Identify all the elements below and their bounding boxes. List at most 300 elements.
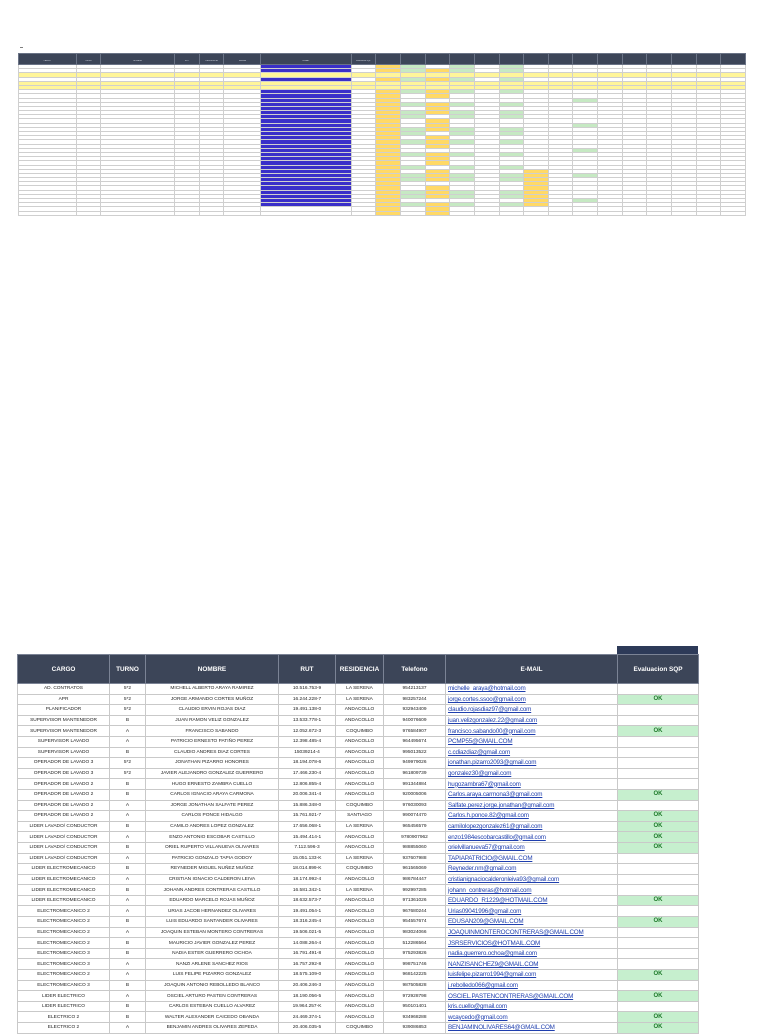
cell-cargo[interactable]: LIDER ELECTROMECANICO [18,895,110,906]
cell-nombre[interactable]: ENZO ANTONIO ESCOBAR CASTILLO [146,832,279,843]
cell-rut[interactable]: 18.174.992-4 [279,874,336,885]
cell-telefono[interactable]: 998751746 [384,959,446,970]
cell-eval[interactable]: OK [618,821,699,832]
cell-email[interactable]: Carlos.araya.carmona3@gmail.com [446,789,618,800]
table-row [18,842,699,853]
cell-residencia[interactable]: LA SERENA [336,821,384,832]
cell-rut[interactable]: 18.190.056-5 [279,991,336,1002]
cell-rut[interactable]: 15039214-4 [279,747,336,758]
cell-telefono[interactable]: 937607988 [384,853,446,864]
cell-nombre[interactable]: PATRICIO ERNESTO PATIÑO PEREZ [146,736,279,747]
table-row [18,1023,699,1034]
cell-nombre[interactable]: JORGE JONATHAN SALFATE PEREZ [146,800,279,811]
cell-eval[interactable] [618,980,699,991]
cell-telefono[interactable]: 920005006 [384,789,446,800]
cell-turno[interactable]: A [110,874,146,885]
cell-rut[interactable]: 18.194.078-6 [279,758,336,769]
cell-residencia[interactable]: ANDACOLLO [336,895,384,906]
cell-cargo[interactable]: OPERADOR DE LAVADO 2 [18,800,110,811]
table-row [18,821,699,832]
col-header-rut[interactable]: RUT [279,655,336,684]
cell-cargo[interactable]: OPERADOR DE LAVADO 3 [18,768,110,779]
cell-turno[interactable]: B [110,747,146,758]
cell-rut[interactable]: 20.006.341-4 [279,789,336,800]
cell-turno[interactable]: A [110,1023,146,1034]
cell-cargo[interactable]: SUPERVISOR MANTENEDOR [18,726,110,737]
cell-email[interactable]: NANZISANCHEZ9@GMAIL.COM [446,959,618,970]
cell-nombre[interactable]: MAURICIO JAVIER GONZALEZ PEREZ [146,938,279,949]
cell-eval[interactable]: OK [618,726,699,737]
table-row [18,970,699,981]
cell-eval[interactable] [618,874,699,885]
cell-eval[interactable]: OK [618,970,699,981]
col-header-telefono[interactable]: Telefono [384,655,446,684]
cell-residencia[interactable]: SANTIAGO [336,811,384,822]
table-header-row [18,655,699,684]
cell-email[interactable]: luisfelipe.pizarro1994@gmail.com [446,970,618,981]
cell-nombre[interactable]: WALTER ALEXANDER CAICEDO OBANDA [146,1012,279,1023]
cell-turno[interactable]: B [110,980,146,991]
cell-residencia[interactable]: ANDACOLLO [336,789,384,800]
cell-rut[interactable]: 18.316.245-4 [279,917,336,928]
cell-eval[interactable] [618,885,699,896]
cell-nombre[interactable]: PATRICIO GONZALO TAPIA GODOY [146,853,279,864]
table-row [18,906,699,917]
cell-nombre[interactable]: CARLOS ESTEBAN CUELLO ALVAREZ [146,1001,279,1012]
cell-telefono[interactable]: 976584907 [384,726,446,737]
sheet-overview [18,53,746,263]
cell-email[interactable]: OSCIEL.PASTENCONTRERAS@GMAIL.COM [446,991,618,1002]
cell-cargo[interactable]: PLANIFICADOR [18,705,110,716]
cell-telefono[interactable]: 965456579 [384,821,446,832]
cell-email[interactable]: TAPIAPATRICIO@GMAIL.COM [446,853,618,864]
cell-email[interactable]: johann_contreras@hotmail.com [446,885,618,896]
cell-cargo[interactable]: OPERADOR DE LAVADO 2 [18,811,110,822]
cell-telefono[interactable]: 990074470 [384,811,446,822]
cell-turno[interactable]: B [110,821,146,832]
cell-telefono[interactable]: 934968288 [384,1012,446,1023]
cell-eval[interactable]: OK [618,895,699,906]
col-header-eval[interactable]: Evaluacion SQP [618,655,699,684]
cell-nombre[interactable]: FRANCISCO SABANDO [146,726,279,737]
table-row [18,991,699,1002]
table-row [18,811,699,822]
cell-turno[interactable]: A [110,853,146,864]
cell-residencia[interactable]: ANDACOLLO [336,970,384,981]
cell-turno[interactable]: A [110,736,146,747]
cell-email[interactable]: michelle_araya@hotmail.com [446,684,618,695]
cell-turno[interactable]: B [110,789,146,800]
cell-nombre[interactable]: URIAS JACOB HERNANDEZ OLIVARES [146,906,279,917]
cell-cargo[interactable]: LIDER LAVADO/ CONDUCTOR [18,832,110,843]
cell-turno[interactable]: 5*2 [110,758,146,769]
cell-cargo[interactable]: LIDER LAVADO/ CONDUCTOR [18,853,110,864]
cell-cargo[interactable]: SUPERVISOR LAVADO [18,736,110,747]
cell-rut[interactable]: 7.112.596-3 [279,842,336,853]
col-header-residencia[interactable]: RESIDENCIA [336,655,384,684]
cell-turno[interactable]: B [110,779,146,790]
table-row [18,832,699,843]
cell-email[interactable]: cristianignaciocalderonleiva93@gmail.com [446,874,618,885]
cell-eval[interactable]: OK [618,1012,699,1023]
cell-email[interactable]: enzo1984escobarcastillo@gmail.com [446,832,618,843]
sheet-corner-mark [20,47,23,48]
cell-cargo[interactable]: LIDER ELECTROMECANICO [18,874,110,885]
cell-email[interactable]: Urias09041996@gmail.com [446,906,618,917]
cell-turno[interactable]: A [110,927,146,938]
cell-residencia[interactable]: ANDACOLLO [336,832,384,843]
cell-rut[interactable]: 16.244.228-7 [279,694,336,705]
cell-residencia[interactable]: ANDACOLLO [336,758,384,769]
cell-email[interactable]: Carlos.h.ponce.82@gmail.com [446,811,618,822]
cell-rut[interactable]: 19.506.021-5 [279,927,336,938]
cell-turno[interactable]: 5*2 [110,768,146,779]
cell-cargo[interactable]: LIDER ELECTRICO [18,1001,110,1012]
cell-residencia[interactable]: ANDACOLLO [336,906,384,917]
col-header-cargo[interactable]: CARGO [18,655,110,684]
table-row [18,705,699,716]
cell-telefono[interactable]: 975293826 [384,948,446,959]
cell-nombre[interactable]: BENJAMIN ANDRES OLIVARES ZEPEDA [146,1023,279,1034]
cell-rut[interactable]: 16.791.491-8 [279,948,336,959]
cell-telefono[interactable]: 968142225 [384,970,446,981]
cell-email[interactable]: juan.velizgonzalez.22@gmail.com [446,715,618,726]
overview-header-cell [671,54,696,65]
cell-residencia[interactable]: COQUIMBO [336,864,384,875]
cell-residencia[interactable]: ANDACOLLO [336,747,384,758]
cell-email[interactable]: jorge.cortes.ssoo@gmail.com [446,694,618,705]
cell-email[interactable]: gonzalez30@gmail.com [446,768,618,779]
cell-residencia[interactable]: ANDACOLLO [336,842,384,853]
cell-cargo[interactable]: APR [18,694,110,705]
cell-eval[interactable]: OK [618,789,699,800]
cell-cargo[interactable]: LIDER ELECTROMECANICO [18,885,110,896]
cell-nombre[interactable]: EDUARDO MARCELO ROJAS MUÑOZ [146,895,279,906]
cell-turno[interactable]: B [110,917,146,928]
cell-eval[interactable] [618,779,699,790]
cell-eval[interactable] [618,736,699,747]
overview-header-cell [474,54,499,65]
cell-nombre[interactable]: CLAUDIO ERVIN ROJAS DIAZ [146,705,279,716]
cell-turno[interactable]: B [110,1012,146,1023]
cell-eval[interactable] [618,715,699,726]
table-row [18,1001,699,1012]
cell-email[interactable]: jonathan.pizarro2093@gmail.com [446,758,618,769]
cell-nombre[interactable]: MICHELL ALBERTO ARAYA RAMIREZ [146,684,279,695]
cell-turno[interactable]: B [110,1001,146,1012]
cell-cargo[interactable]: ELECTROMECANICO 2 [18,917,110,928]
cell-cargo[interactable]: ELECTROMECANICO 2 [18,927,110,938]
cell-telefono[interactable]: 978090796​2 [384,832,446,843]
cell-residencia[interactable]: ANDACOLLO [336,736,384,747]
cell-email[interactable]: claudio.rojasdiaz97@gmail.com [446,705,618,716]
cell-cargo[interactable]: LIDER ELECTRICO [18,991,110,1002]
cell-residencia[interactable]: ANDACOLLO [336,938,384,949]
cell-residencia[interactable]: ANDACOLLO [336,991,384,1002]
table-row [18,948,699,959]
cell-cargo[interactable]: OPERADOR DE LAVADO 3 [18,758,110,769]
cell-telefono[interactable]: 991344884 [384,779,446,790]
cell-turno[interactable]: A [110,832,146,843]
cell-residencia[interactable]: ANDACOLLO [336,917,384,928]
table-row [18,715,699,726]
cell-eval[interactable] [618,853,699,864]
cell-telefono[interactable]: 932943409 [384,705,446,716]
cell-telefono[interactable]: 940076609 [384,715,446,726]
cell-rut[interactable]: 24.469.374-1 [279,1012,336,1023]
cell-eval[interactable] [618,1001,699,1012]
cell-nombre[interactable]: JONATHAN PIZARRO HONORES [146,758,279,769]
cell-eval[interactable] [618,906,699,917]
cell-residencia[interactable]: ANDACOLLO [336,980,384,991]
cell-email[interactable]: c.cdiazdiaz@gmail.com [446,747,618,758]
cell-telefono[interactable]: 954557674 [384,917,446,928]
cell-rut[interactable]: 20.406.035-5 [279,1023,336,1034]
cell-turno[interactable]: A [110,959,146,970]
cell-residencia[interactable]: ANDACOLLO [336,715,384,726]
cell-rut[interactable]: 20.406.246-3 [279,980,336,991]
cell-cargo[interactable]: AD. CONTRATOS [18,684,110,695]
cell-turno[interactable]: A [110,895,146,906]
cell-turno[interactable]: A [110,726,146,737]
cell-residencia[interactable]: ANDACOLLO [336,768,384,779]
cell-email[interactable]: Salfate.perez.jorge.jonathan@gmail.com [446,800,618,811]
cell-nombre[interactable]: CARLOS PONCE HIDALGO [146,811,279,822]
cell-nombre[interactable]: CLAUDIO ANDRES DIAZ CORTES [146,747,279,758]
cell-email[interactable]: camilolopezgonzalez61@gmail.com [446,821,618,832]
cell-cargo[interactable]: ELECTROMECANICO 3 [18,980,110,991]
cell-rut[interactable]: 17.466.230-4 [279,768,336,779]
cell-turno[interactable]: B [110,938,146,949]
cell-rut[interactable]: 17.656.068-1 [279,821,336,832]
col-header-turno[interactable]: TURNO [110,655,146,684]
cell-cargo[interactable]: ELECTRICO 2 [18,1012,110,1023]
cell-eval[interactable] [618,747,699,758]
cell-residencia[interactable]: ANDACOLLO [336,927,384,938]
cell-telefono[interactable]: 986784447 [384,874,446,885]
cell-telefono[interactable]: 950101401 [384,1001,446,1012]
cell-eval[interactable] [618,864,699,875]
cell-eval[interactable] [618,758,699,769]
cell-cargo[interactable]: ELECTROMECANICO 3 [18,959,110,970]
table-row [18,853,699,864]
cell-rut[interactable]: 10.516.753-9 [279,684,336,695]
table-row [18,927,699,938]
table-row [18,874,699,885]
cell-cargo[interactable]: ELECTROMECANICO 2 [18,906,110,917]
cell-rut[interactable]: 16.757.292-8 [279,959,336,970]
cell-nombre[interactable]: CARLOS IGNACIO ARAYA CARMONA [146,789,279,800]
overview-header-cell [647,54,672,65]
cell-cargo[interactable]: OPERADOR DE LAVADO 2 [18,779,110,790]
cell-rut[interactable]: 12.052.672-3 [279,726,336,737]
cell-residencia[interactable]: LA SERENA [336,684,384,695]
cell-turno[interactable]: B [110,948,146,959]
cell-residencia[interactable]: LA SERENA [336,694,384,705]
cell-nombre[interactable]: JOHANN ANDRES CONTRERAS CASTILLO [146,885,279,896]
cell-nombre[interactable]: JUAN RAMON VELIZ GONZALEZ [146,715,279,726]
cell-turno[interactable]: A [110,991,146,1002]
cell-eval[interactable] [618,959,699,970]
cell-turno[interactable]: B [110,885,146,896]
cell-telefono[interactable]: 976030093 [384,800,446,811]
cell-turno[interactable]: A [110,906,146,917]
cell-nombre[interactable]: HUGO ERNESTO ZAMBRA CUELLO [146,779,279,790]
cell-cargo[interactable]: LIDER LAVADO/ CONDUCTOR [18,821,110,832]
cell-nombre[interactable]: OSCIEL ARTURO PASTEN CONTRERAS [146,991,279,1002]
cell-residencia[interactable]: LA SERENA [336,853,384,864]
cell-turno[interactable]: A [110,800,146,811]
cell-email[interactable]: francisco.sabando00@gmail.com [446,726,618,737]
cell-telefono[interactable]: 967680244 [384,906,446,917]
cell-nombre[interactable]: NANZI ARLENE SANCHEZ RIOS [146,959,279,970]
cell-rut[interactable]: 19.491.054-1 [279,906,336,917]
cell-residencia[interactable]: ANDACOLLO [336,1001,384,1012]
cell-email[interactable]: j.rebolledo066@gmail.com [446,980,618,991]
cell-cargo[interactable]: OPERADOR DE LAVADO 2 [18,789,110,800]
cell-rut[interactable]: 15.494.414-1 [279,832,336,843]
cell-nombre[interactable]: ORIEL RUPERTO VILLANUEVA OLIVARES [146,842,279,853]
cell-rut[interactable]: 18.575.109-0 [279,970,336,981]
cell-rut[interactable]: 15.051.133-K [279,853,336,864]
cell-telefono[interactable]: 971361026 [384,895,446,906]
col-header-nombre[interactable]: NOMBRE [146,655,279,684]
cell-rut[interactable]: 16.581.342-1 [279,885,336,896]
cell-rut[interactable]: 13.533.778-1 [279,715,336,726]
cell-email[interactable]: JSRSERVICIOS@HOTMAIL.COM [446,938,618,949]
cell-turno[interactable]: A [110,970,146,981]
cell-telefono[interactable]: 954213137 [384,684,446,695]
cell-rut[interactable]: 19.964.257-K [279,1001,336,1012]
cell-nombre[interactable]: CRISTIAN IGNACIO CALDERON LEIVA [146,874,279,885]
cell-turno[interactable]: 5*2 [110,705,146,716]
cell-email[interactable]: EDUSAN209@GMAIL.COM [446,917,618,928]
table-body [18,684,699,1034]
cell-nombre[interactable]: JOAQUIN ESTEBAN MONTERO CONTRERAS [146,927,279,938]
cell-nombre[interactable]: CAMILO ANDRES LOPEZ GONZALEZ [146,821,279,832]
cell-telefono[interactable]: 983024066 [384,927,446,938]
cell-email[interactable]: Reyneder.nm@gmail.com [446,864,618,875]
cell-residencia[interactable]: COQUIMBO [336,800,384,811]
cell-eval[interactable] [618,768,699,779]
cell-eval[interactable] [618,938,699,949]
cell-telefono[interactable]: 961565069 [384,864,446,875]
cell-email[interactable]: wcaycedo@gmail.com [446,1012,618,1023]
cell-email[interactable]: hugozambra67@gmail.com [446,779,618,790]
cell-eval[interactable]: OK [618,694,699,705]
cell-telefono[interactable]: 949979026 [384,758,446,769]
cell-telefono[interactable]: 961809739 [384,768,446,779]
cell-telefono[interactable]: 995013522 [384,747,446,758]
cell-cargo[interactable]: ELECTROMECANICO 2 [18,938,110,949]
cell-residencia[interactable]: ANDACOLLO [336,705,384,716]
overview-grid [18,53,746,216]
cell-telefono[interactable]: 992997285 [384,885,446,896]
cell-email[interactable]: EDUARDO_R1229@HOTMAIL.COM [446,895,618,906]
cell-rut[interactable]: 18.014.899-K [279,864,336,875]
cell-rut[interactable]: 15.761.921-7 [279,811,336,822]
cell-telefono[interactable]: 987505828 [384,980,446,991]
overview-header-cell: Evaluacion SQP [351,54,376,65]
cell-rut[interactable]: 15.886.348-0 [279,800,336,811]
cell-cargo[interactable]: ELECTRICO 2 [18,1023,110,1034]
cell-telefono[interactable]: 983257244 [384,694,446,705]
cell-eval[interactable] [618,684,699,695]
cell-eval[interactable]: OK [618,842,699,853]
cell-residencia[interactable]: COQUIMBO [336,726,384,737]
cell-rut[interactable]: 14.088.264-4 [279,938,336,949]
cell-eval[interactable]: OK [618,832,699,843]
cell-eval[interactable] [618,927,699,938]
table-row [18,1012,699,1023]
col-header-email[interactable]: E-MAIL [446,655,618,684]
cell-email[interactable]: BENJAMINOLIVARES64@GMAIL.COM [446,1023,618,1034]
cell-cargo[interactable]: ELECTROMECANICO 2 [18,970,110,981]
cell-eval[interactable] [618,948,699,959]
cell-residencia[interactable]: ANDACOLLO [336,779,384,790]
cell-turno[interactable]: B [110,715,146,726]
cell-residencia[interactable]: ANDACOLLO [336,948,384,959]
cell-cargo[interactable]: LIDER ELECTROMECANICO [18,864,110,875]
cell-email[interactable]: orielvillanueva57@gmail.com [446,842,618,853]
cell-email[interactable]: JOAQUINMONTEROCONTRERAS@GMAIL.COM [446,927,618,938]
cell-rut[interactable]: 18.632.573-7 [279,895,336,906]
cell-rut[interactable]: 12.398.485-4 [279,736,336,747]
cell-telefono[interactable]: 964495674 [384,736,446,747]
cell-residencia[interactable]: LA SERENA [336,885,384,896]
cell-eval[interactable] [618,705,699,716]
cell-nombre[interactable]: JORGE ARMANDO CORTES MUÑOZ [146,694,279,705]
cell-telefono[interactable]: 512286564 [384,938,446,949]
overview-header-cell [400,54,425,65]
cell-rut[interactable]: 19.491.138-0 [279,705,336,716]
cell-email[interactable]: PCMP55@GMAIL.COM [446,736,618,747]
cell-turno[interactable]: A [110,811,146,822]
cell-turno[interactable]: B [110,842,146,853]
cell-nombre[interactable]: JAVIER ALEJANDRO GONZALEZ GUERRERO [146,768,279,779]
cell-nombre[interactable]: LUIS EDUARDO SANTANDER OLIVARES [146,917,279,928]
cell-eval[interactable]: OK [618,917,699,928]
cell-email[interactable]: nadia.guerrero.ochoa@gmail.com [446,948,618,959]
staff-table [17,654,699,1034]
cell-nombre[interactable]: LUIS FELIPE PIZARRO GONZALEZ [146,970,279,981]
cell-nombre[interactable]: JOAQUIN ANTONIO REBOLLEDO BLANCO [146,980,279,991]
cell-nombre[interactable]: NADIA ESTER GUERRERO OCHOA [146,948,279,959]
cell-email[interactable]: kris.cuello@gmail.com [446,1001,618,1012]
cell-eval[interactable]: OK [618,811,699,822]
cell-residencia[interactable]: COQUIMBO [336,1023,384,1034]
cell-cargo[interactable]: LIDER LAVADO/ CONDUCTOR [18,842,110,853]
cell-cargo[interactable]: ELECTROMECANICO 3 [18,948,110,959]
cell-eval[interactable] [618,800,699,811]
cell-telefono[interactable]: 988855060 [384,842,446,853]
overview-header-cell: RESIDENCIA [199,54,224,65]
cell-turno[interactable]: B [110,864,146,875]
cell-telefono[interactable]: 972928798 [384,991,446,1002]
cell-residencia[interactable]: ANDACOLLO [336,959,384,970]
cell-eval[interactable]: OK [618,1023,699,1034]
cell-turno[interactable]: 5*2 [110,694,146,705]
cell-nombre[interactable]: REYNEDER MIGUEL NUÑEZ MUÑOZ [146,864,279,875]
cell-residencia[interactable]: ANDACOLLO [336,874,384,885]
cell-eval[interactable]: OK [618,991,699,1002]
cell-rut[interactable]: 12.806.855-4 [279,779,336,790]
cell-residencia[interactable]: ANDACOLLO [336,1012,384,1023]
cell-turno[interactable]: 5*2 [110,684,146,695]
cell-cargo[interactable]: SUPERVISOR LAVADO [18,747,110,758]
cell-telefono[interactable]: 939086853 [384,1023,446,1034]
cell-cargo[interactable]: SUPERVISOR MANTENEDOR [18,715,110,726]
